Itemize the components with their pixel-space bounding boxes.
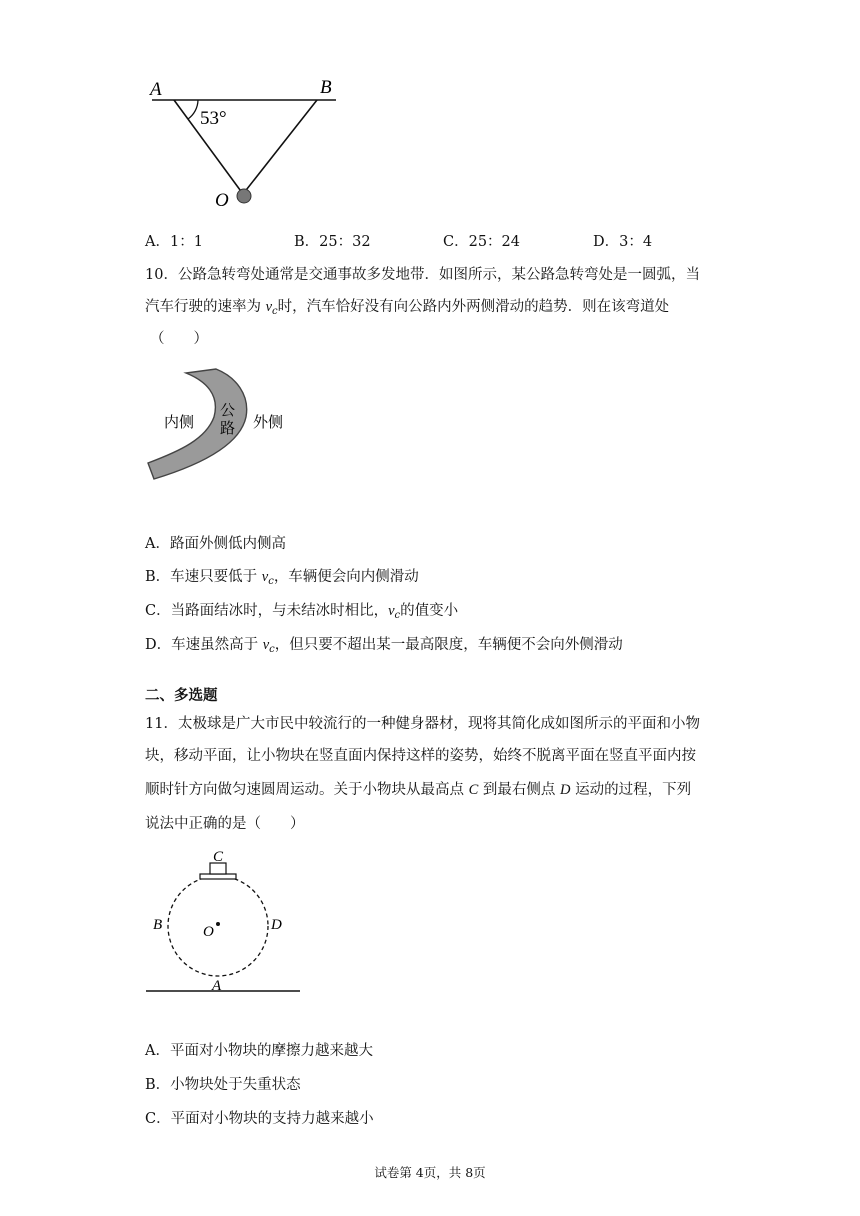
q10-option-c[interactable]: C．当路面结冰时，与未结冰时相比，$v_c$的值变小: [145, 603, 459, 621]
label-d: D: [271, 917, 282, 933]
label-a: A: [150, 79, 162, 100]
section-heading-multi-choice: 二、多选题: [145, 687, 218, 704]
q10-answer-bracket: （ ）: [150, 331, 208, 347]
q11-stem-line4: 说法中正确的是（ ）: [145, 816, 305, 832]
label-o: O: [215, 190, 229, 211]
q9-option-d[interactable]: D．3：4: [593, 234, 653, 250]
label-o: O: [203, 924, 214, 940]
q11-option-a[interactable]: A．平面对小物块的摩擦力越来越大: [145, 1043, 373, 1059]
label-c: C: [213, 849, 224, 865]
rope-bo: [243, 100, 317, 194]
q11-stem-line2: 块，移动平面，让小物块在竖直面内保持这样的姿势，始终不脱离平面在竖直平面内按: [145, 748, 696, 764]
q9-option-b[interactable]: B．25：32: [294, 234, 371, 250]
label-a: A: [212, 978, 222, 994]
center-dot: [216, 922, 220, 926]
figure-circular-motion: [140, 848, 310, 998]
inner-side-label: 内侧: [164, 415, 195, 431]
q9-option-a[interactable]: A．1：1: [145, 234, 203, 250]
page-footer: 试卷第 4页，共 8页: [374, 1165, 486, 1180]
q10-option-d[interactable]: D．车速虽然高于 $v_c$，但只要不超出某一最高限度，车辆便不会向外侧滑动: [145, 637, 623, 655]
ball: [237, 189, 251, 203]
q10-stem-line2: 汽车行驶的速率为 $v_c$时，汽车恰好没有向公路内外两侧滑动的趋势．则在该弯道处: [145, 299, 670, 317]
angle-label: 53°: [200, 108, 227, 129]
q9-option-c[interactable]: C．25：24: [443, 234, 521, 250]
figure-road-curve: [140, 365, 310, 490]
q11-option-c[interactable]: C．平面对小物块的支持力越来越小: [145, 1111, 374, 1127]
q10-option-b[interactable]: B．车速只要低于 $v_c$，车辆便会向内侧滑动: [145, 569, 419, 587]
road-label-top: 公: [220, 403, 236, 419]
angle-arc: [188, 100, 198, 119]
q10-stem-line1: 10．公路急转弯处通常是交通事故多发地带．如图所示，某公路急转弯处是一圆弧，当: [145, 267, 700, 283]
label-b: B: [153, 917, 163, 933]
outer-side-label: 外侧: [253, 415, 284, 431]
q10-option-a[interactable]: A．路面外侧低内侧高: [145, 536, 286, 552]
q11-option-b[interactable]: B．小物块处于失重状态: [145, 1077, 301, 1093]
road-label-bottom: 路: [220, 421, 236, 437]
plane: [200, 874, 236, 879]
figure-triangle: [140, 72, 350, 212]
q11-stem-line1: 11．太极球是广大市民中较流行的一种健身器材，现将其简化成如图所示的平面和小物: [145, 716, 700, 732]
q11-stem-line3: 顺时针方向做匀速圆周运动。关于小物块从最高点 C 到最右侧点 D 运动的过程，下列: [145, 782, 692, 798]
label-b: B: [320, 77, 332, 98]
